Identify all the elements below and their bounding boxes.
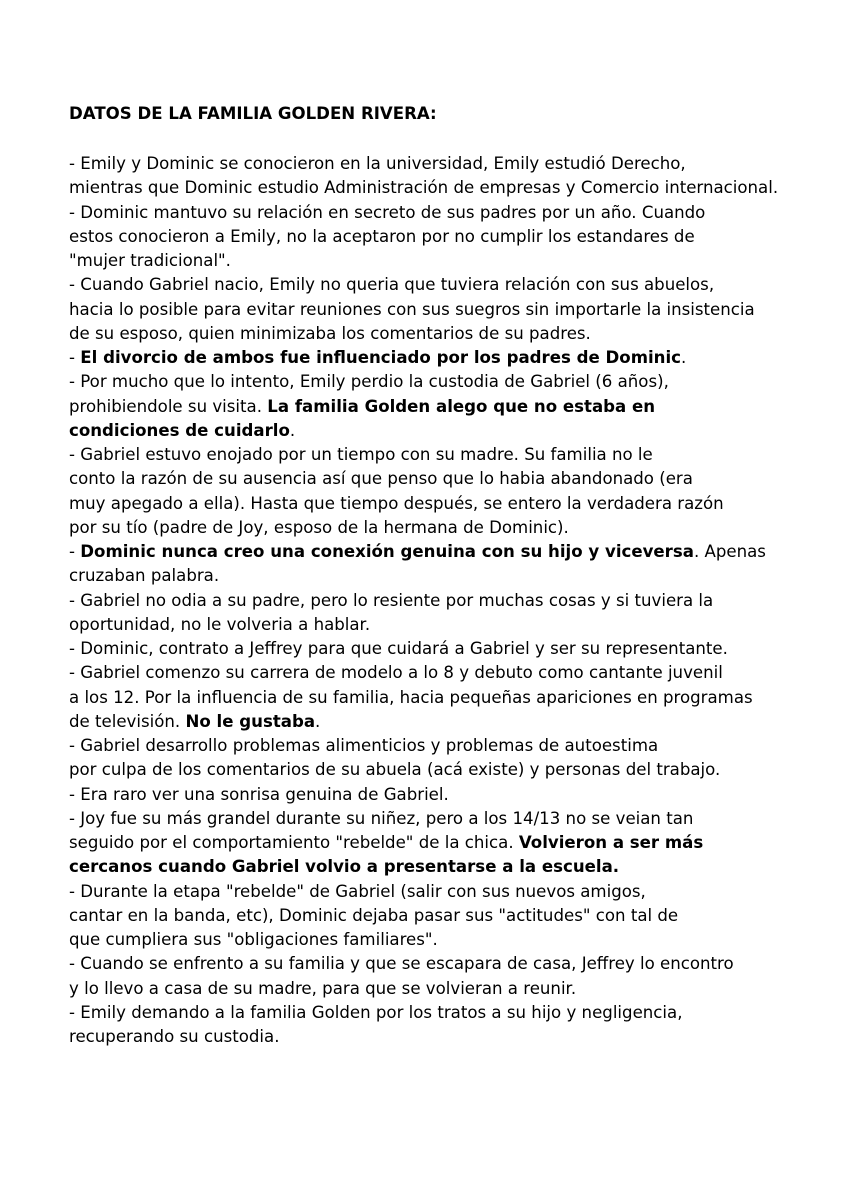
text-segment: .: [315, 711, 321, 731]
text-segment: y lo llevo a casa de su madre, para que se volvieran a reunir.: [69, 978, 577, 998]
bold-text-segment: No le gustaba: [185, 711, 316, 731]
text-line: [69, 710, 841, 734]
text-line: [69, 201, 841, 225]
bold-text-segment: Volvieron a ser más: [518, 833, 704, 852]
text-segment: muy apegado a ella). Hasta que tiempo después, se entero la verdadera razón: [69, 493, 724, 513]
text-segment: de televisión.: [69, 711, 186, 731]
text-line: [69, 904, 841, 928]
text-line: [69, 977, 841, 1001]
text-line: [69, 589, 841, 613]
text-line: [69, 492, 841, 516]
text-segment: de su esposo, quien minimizaba los comentarios de su padres.: [69, 323, 591, 343]
text-line: [69, 952, 841, 976]
text-line: [69, 298, 841, 322]
text-line: [69, 443, 841, 467]
text-segment: hacia lo posible para evitar reuniones con sus suegros sin importarle la insistencia: [69, 299, 755, 319]
text-line: [69, 419, 841, 443]
text-segment: - Emily demando a la familia Golden por los tratos a su hijo y negligencia,: [69, 1002, 683, 1022]
text-line: [69, 880, 841, 904]
text-segment: - Gabriel desarrollo problemas alimenticios y problemas de autoestima: [69, 736, 659, 755]
text-segment: . Apenas: [693, 542, 766, 561]
text-line: [69, 613, 841, 637]
text-line: [69, 661, 841, 685]
text-segment: conto la razón de su ausencia así que penso que lo habia abandonado (era: [69, 469, 693, 489]
text-line: [69, 855, 841, 879]
text-segment: - Gabriel comenzo su carrera de modelo a lo 8 y debuto como cantante juvenil: [69, 663, 723, 683]
text-segment: - Por mucho que lo intento, Emily perdio la custodia de Gabriel (6 años),: [69, 372, 669, 392]
bold-text-segment: condiciones de cuidarlo: [69, 420, 290, 440]
text-segment: - Durante la etapa "rebelde" de Gabriel (salir con sus nuevos amigos,: [69, 881, 646, 901]
document-title: [69, 102, 841, 126]
text-line: [69, 564, 841, 588]
text-line: [69, 637, 841, 661]
text-line: [69, 807, 841, 831]
text-segment: .: [681, 348, 687, 367]
text-segment: seguido por el comportamiento "rebelde" de la chica.: [69, 833, 519, 852]
text-segment: - Gabriel estuvo enojado por un tiempo con su madre. Su familia no le: [69, 445, 653, 464]
bold-text-segment: El divorcio de ambos fue influenciado por los padres de Dominic: [80, 348, 682, 367]
text-line: [69, 346, 841, 370]
text-line: [69, 273, 841, 297]
bold-text-segment: Dominic nunca creo una conexión genuina con su hijo y viceversa: [80, 542, 694, 561]
text-segment: por su tío (padre de Joy, esposo de la hermana de Dominic).: [69, 517, 569, 537]
text-line: [69, 928, 841, 952]
text-line: [69, 734, 841, 758]
text-segment: - Gabriel no odia a su padre, pero lo resiente por muchas cosas y si tuviera la: [69, 590, 714, 610]
text-segment: por culpa de los comentarios de su abuela (acá existe) y personas del trabajo.: [69, 760, 721, 780]
text-segment: que cumpliera sus "obligaciones familiares".: [69, 930, 438, 949]
text-segment: .: [289, 420, 296, 440]
text-segment: - Dominic, contrato a Jeffrey para que cuidará a Gabriel y ser su representante.: [69, 639, 728, 658]
text-segment: - Cuando se enfrento a su familia y que se escapara de casa, Jeffrey lo encontro: [69, 954, 734, 974]
text-line: [69, 686, 841, 710]
document-body: [69, 152, 841, 1049]
text-line: [69, 370, 841, 394]
text-line: [69, 540, 841, 564]
text-line: [69, 1001, 841, 1025]
document-page: [69, 102, 841, 1049]
text-segment: - Era raro ver una sonrisa genuina de Gabriel.: [69, 784, 449, 804]
text-line: [69, 395, 841, 419]
text-segment: -: [69, 542, 81, 561]
text-segment: a los 12. Por la influencia de su familia, hacia pequeñas apariciones en programas: [69, 687, 753, 707]
text-line: [69, 467, 841, 491]
bold-text-segment: cercanos cuando Gabriel volvio a presentarse a la escuela.: [69, 857, 620, 877]
text-segment: - Cuando Gabriel nacio, Emily no queria que tuviera relación con sus abuelos,: [69, 275, 715, 295]
text-line: [69, 249, 841, 273]
text-line: [69, 225, 841, 249]
text-line: [69, 176, 841, 200]
text-line: [69, 516, 841, 540]
text-line: [69, 322, 841, 346]
text-segment: cantar en la banda, etc), Dominic dejaba pasar sus "actitudes" con tal de: [69, 905, 679, 925]
text-line: [69, 758, 841, 782]
text-segment: - Dominic mantuvo su relación en secreto de sus padres por un año. Cuando: [69, 202, 706, 222]
document-title-text: DATOS DE LA FAMILIA GOLDEN RIVERA: [69, 104, 431, 123]
text-line: [69, 831, 841, 855]
title-spacer: [69, 126, 841, 152]
text-segment: -: [69, 348, 81, 367]
text-segment: - Joy fue su más grandel durante su niñez, pero a los 14/13 no se veian tan: [69, 808, 694, 828]
text-line: [69, 1025, 841, 1049]
text-segment: estos conocieron a Emily, no la aceptaron por no cumplir los estandares de: [69, 226, 695, 246]
text-segment: "mujer tradicional".: [69, 251, 231, 270]
text-segment: - Emily y Dominic se conocieron en la universidad, Emily estudió Derecho,: [69, 154, 686, 173]
bold-text-segment: La familia Golden alego que no estaba en: [267, 396, 656, 416]
text-segment: cruzaban palabra.: [69, 566, 220, 586]
text-segment: prohibiendole su visita.: [69, 396, 268, 416]
text-line: [69, 783, 841, 807]
text-segment: oportunidad, no le volveria a hablar.: [69, 614, 371, 634]
text-segment: recuperando su custodia.: [69, 1027, 280, 1046]
text-line: [69, 152, 841, 176]
document-title-suffix: :: [430, 104, 437, 123]
text-segment: mientras que Dominic estudio Administración de empresas y Comercio internacional.: [69, 178, 779, 198]
